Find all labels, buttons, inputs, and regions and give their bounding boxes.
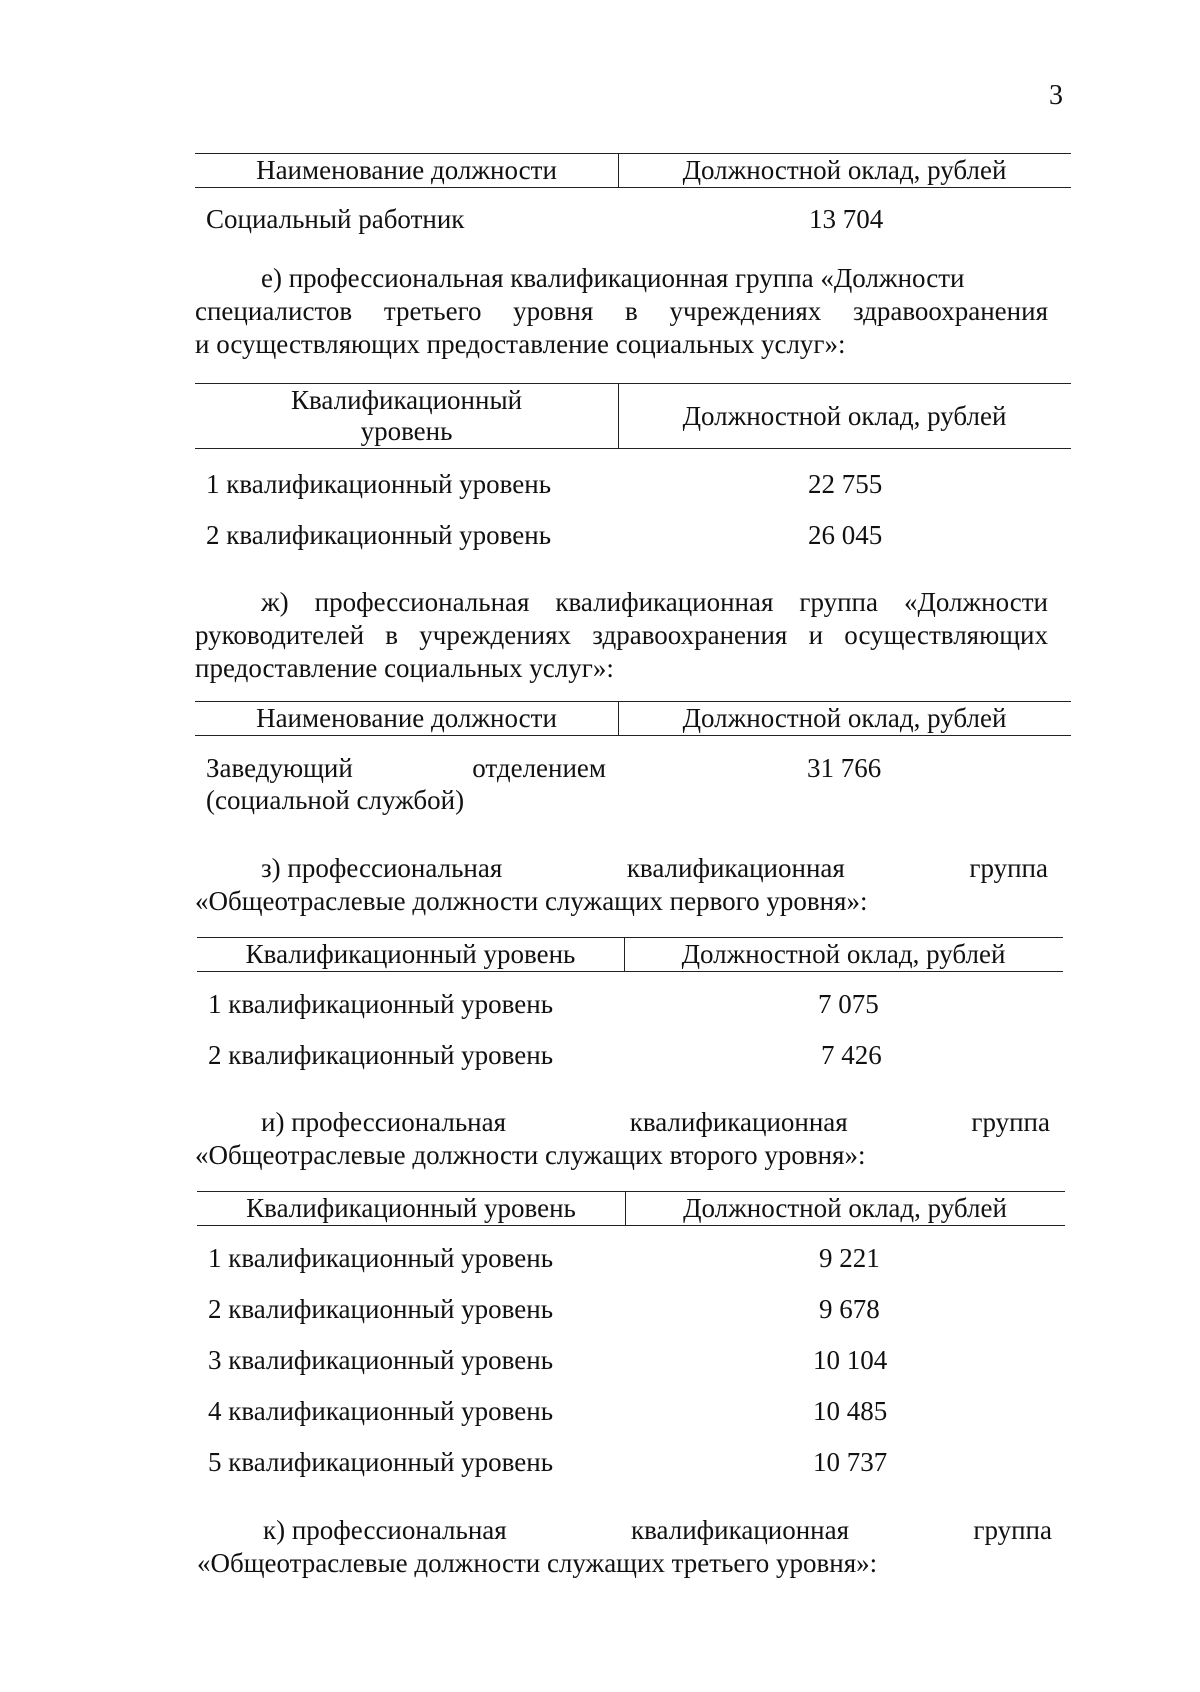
row-qualification-level: 4 квалификационный уровень [208,1396,554,1426]
header-salary: Должностной оклад, рублей [682,155,1007,185]
header-salary: Должностной оклад, рублей [681,939,1006,969]
paragraph-word: группа [973,1515,1052,1545]
table-header [197,1191,1065,1226]
paragraph-line: «Общеотраслевые должности служащих второго уровня»: [195,1140,866,1170]
row-qualification-level: 3 квалификационный уровень [208,1345,554,1375]
paragraph-word: квалификационная [629,1107,848,1137]
row-position-name: Социальный работник [206,204,465,234]
table-row [195,203,1071,254]
paragraph-line: специалистов третьего уровня в учреждениях здравоохранения [195,296,1048,326]
table-row [197,1395,1065,1446]
table-header [195,701,1071,736]
row-qualification-level: 2 квалификационный уровень [206,520,552,550]
row-qualification-level: 1 квалификационный уровень [208,1243,554,1273]
table-row [195,468,1071,519]
paragraph-line [195,262,1048,295]
header-position-name: Наименование должности [256,155,557,185]
paragraph-line: «Общеотраслевые должности служащих первого уровня»: [195,886,868,916]
row-position-name [206,752,606,816]
table-header [195,383,1071,449]
header-position-name: Наименование должности [256,703,557,733]
row-position-line [206,752,606,784]
page-number: 3 [1049,80,1063,111]
row-qualification-level: 2 квалификационный уровень [208,1294,554,1324]
paragraph-line: «Общеотраслевые должности служащих третьего уровня»: [197,1548,878,1578]
row-salary: 26 045 [808,520,883,550]
header-salary: Должностной оклад, рублей [682,703,1007,733]
row-salary: 10 737 [813,1447,888,1477]
header-qualification-level: Квалификационный уровень [290,385,523,446]
paragraph-line: руководителей в учреждениях здравоохранения и осуществляющих [195,620,1048,650]
row-qualification-level: 5 квалификационный уровень [208,1447,554,1477]
header-salary: Должностной оклад, рублей [683,1193,1007,1223]
table-row [197,1344,1065,1395]
table-group-z [197,937,1063,1090]
paragraph-text: е) профессиональная квалификационная группа «Должности [261,263,965,293]
paragraph-word: к) профессиональная [263,1515,507,1545]
paragraph-line: и осуществляющих предоставление социальных услуг»: [195,329,846,359]
row-salary: 7 426 [821,1040,882,1070]
paragraph-group-i [195,1106,1050,1172]
table-social-worker [195,153,1071,254]
paragraph-word: группа [969,853,1048,883]
row-salary: 7 075 [818,989,879,1019]
row-salary: 31 766 [807,753,882,783]
paragraph-line: ж) профессиональная квалификационная группа «Должности [261,587,1048,617]
row-qualification-level: 2 квалификационный уровень [208,1040,554,1070]
row-position-word: отделением [472,753,606,783]
paragraph-line [195,852,1048,885]
paragraph-group-k [197,1514,1052,1580]
header-qualification-level: Квалификационный уровень [246,1193,576,1223]
row-salary: 9 678 [819,1294,880,1324]
paragraph-group-z [195,852,1048,918]
table-row [197,1039,1063,1090]
table-row [197,1242,1065,1293]
paragraph-word: и) профессиональная [261,1107,507,1137]
row-position-line: (социальной службой) [206,785,465,815]
table-row [197,988,1063,1039]
table-row [195,519,1071,570]
paragraph-group-zh [195,586,1048,685]
row-qualification-level: 1 квалификационный уровень [208,989,554,1019]
table-header [197,937,1063,972]
paragraph-line [197,1514,1052,1547]
paragraph-line [195,1106,1050,1139]
row-salary: 22 755 [808,469,883,499]
table-row [197,1293,1065,1344]
row-qualification-level: 1 квалификационный уровень [206,469,552,499]
row-salary: 13 704 [809,204,884,234]
table-group-e [195,383,1071,570]
paragraph-group-e [195,262,1048,361]
table-header [195,153,1071,188]
row-salary: 10 104 [813,1345,888,1375]
paragraph-word: группа [971,1107,1050,1137]
table-group-zh [195,701,1071,822]
table-group-i [197,1191,1065,1497]
paragraph-word: квалификационная [626,853,845,883]
paragraph-word: з) профессиональная [261,853,503,883]
row-salary: 9 221 [819,1243,880,1273]
row-position-word: Заведующий [206,753,353,783]
table-row [195,752,1071,822]
table-row [197,1446,1065,1497]
paragraph-line: предоставление социальных услуг»: [195,653,614,683]
header-salary: Должностной оклад, рублей [682,400,1007,431]
paragraph-word: квалификационная [631,1515,850,1545]
header-qualification-level: Квалификационный уровень [245,939,576,969]
row-salary: 10 485 [813,1396,888,1426]
